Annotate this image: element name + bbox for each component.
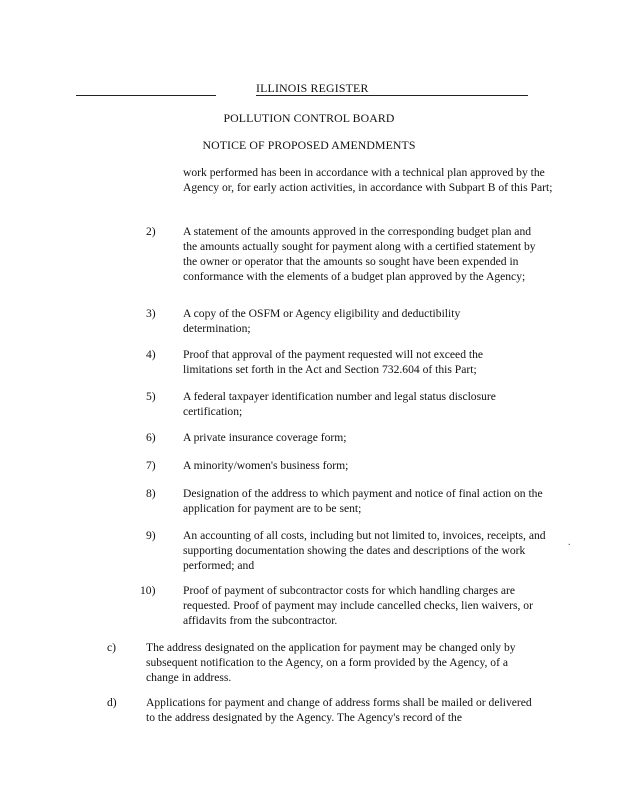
item-number: 7) xyxy=(146,459,156,472)
item-text: A copy of the OSFM or Agency eligibility and deductibility determination; xyxy=(183,307,461,335)
board-heading: POLLUTION CONTROL BOARD xyxy=(223,111,395,125)
register-header xyxy=(76,81,528,97)
item-number: 9) xyxy=(146,529,156,542)
header-rule-left xyxy=(76,95,216,96)
section-text: The address designated on the application for payment may be changed only by subsequent notification to the Agency, on a form provided by the Agency, of a change in address. xyxy=(146,641,516,684)
header-rule-right xyxy=(368,95,528,96)
item-number: 5) xyxy=(146,390,156,403)
item-number: 3) xyxy=(146,307,156,320)
section-label: c) xyxy=(107,641,117,654)
register-title: ILLINOIS REGISTER xyxy=(256,81,369,95)
notice-heading: NOTICE OF PROPOSED AMENDMENTS xyxy=(202,138,416,152)
item-text: A private insurance coverage form; xyxy=(183,431,347,444)
item-text: An accounting of all costs, including but not limited to, invoices, receipts, and supporting documentation showing the dates and descriptions of the work performed; and xyxy=(183,529,546,572)
item-text: Proof that approval of the payment requested will not exceed the limitations set forth in the Act and Section 732.604 of this Part; xyxy=(183,348,484,376)
item-text: Proof of payment of subcontractor costs for which handling charges are requested. Proof of payment may include cancelled checks, lien waivers, or affidavits from the subcontractor. xyxy=(183,584,533,627)
item-text: A minority/women's business form; xyxy=(183,459,349,472)
item-number: 6) xyxy=(146,431,156,444)
item-text: A statement of the amounts approved in the corresponding budget plan and the amounts actually sought for payment along with a certified statement by the owner or operator that the amounts so sought have been expended in conformance with the elements of a budget plan approved by the Agency; xyxy=(183,225,536,283)
item-number: 4) xyxy=(146,348,156,361)
margin-mark: . xyxy=(568,537,571,548)
item-number: 8) xyxy=(146,487,156,500)
item-text: A federal taxpayer identification number and legal status disclosure certification; xyxy=(183,390,496,418)
item-number: 2) xyxy=(146,225,156,238)
item-number: 10) xyxy=(140,584,156,597)
section-label: d) xyxy=(107,696,117,709)
continuation-paragraph: work performed has been in accordance with a technical plan approved by the Agency or, for early action activities, in accordance with Subpart B of this Part; xyxy=(183,166,553,194)
item-text: Designation of the address to which payment and notice of final action on the application for payment are to be sent; xyxy=(183,487,543,515)
section-text: Applications for payment and change of address forms shall be mailed or delivered to the address designated by the Agency. The Agency's record of the xyxy=(146,696,532,724)
